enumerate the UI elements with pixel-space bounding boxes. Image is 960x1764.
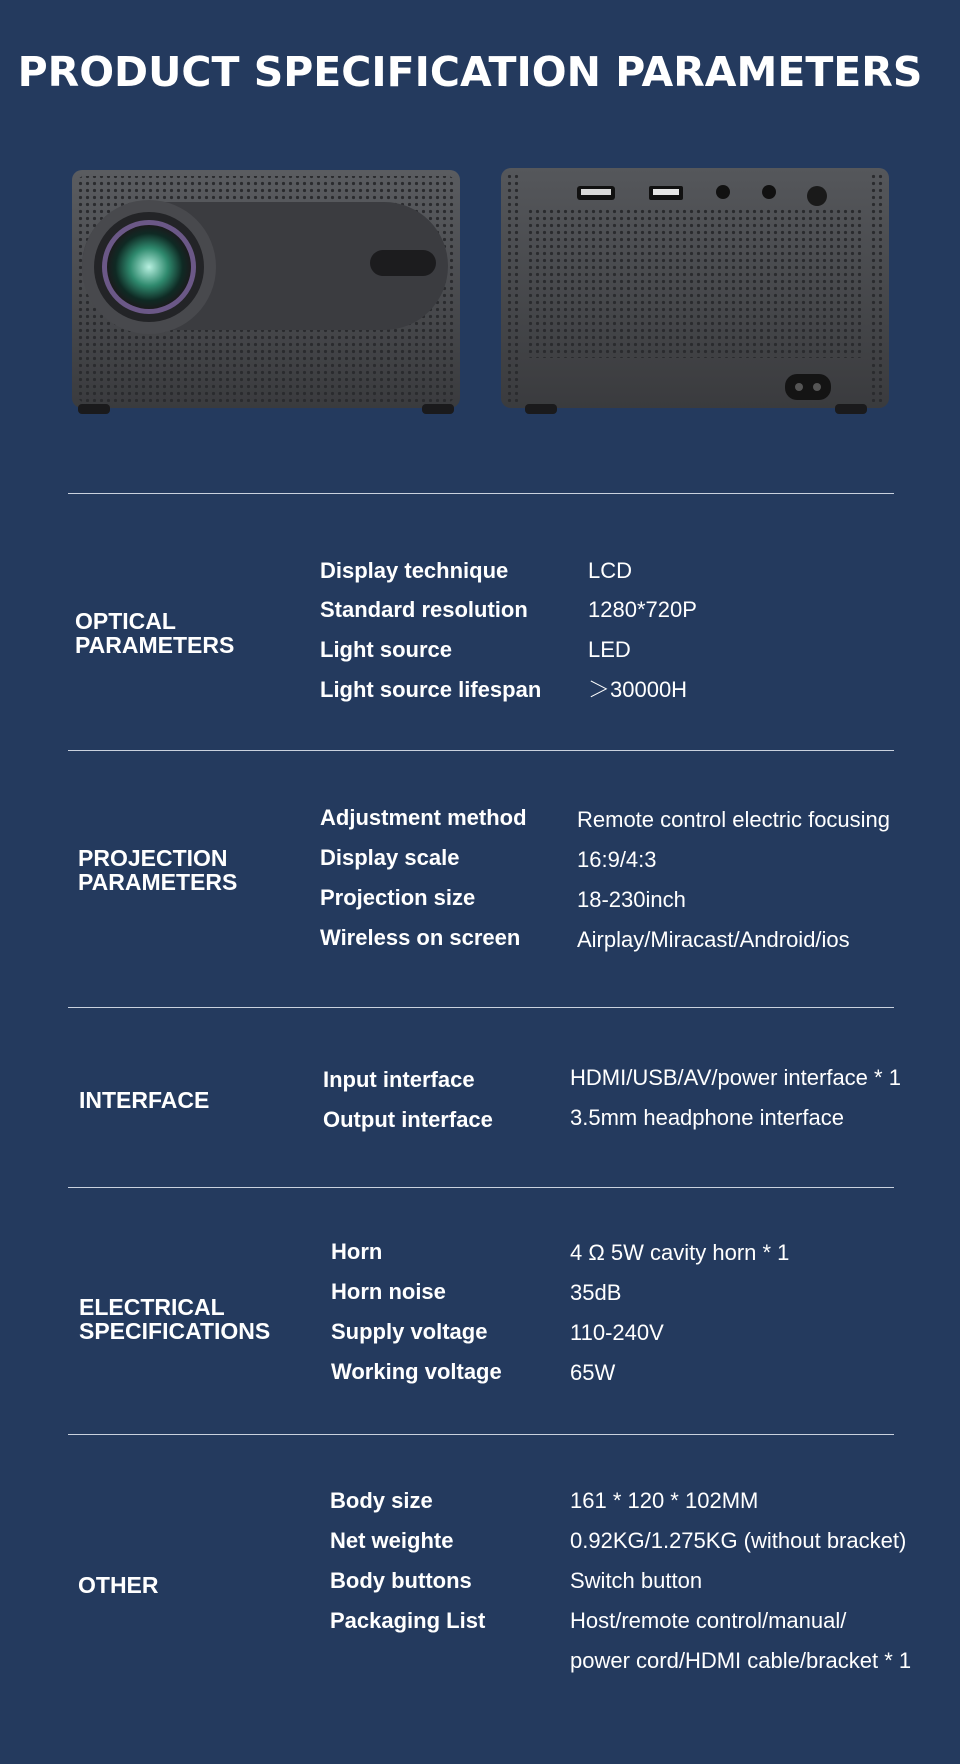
spec-value: 16:9/4:3	[577, 847, 657, 872]
spec-label: Adjustment method	[320, 805, 527, 830]
spec-value: 3.5mm headphone interface	[570, 1105, 844, 1130]
spec-label: Working voltage	[331, 1359, 502, 1384]
spec-label: Net weighte	[330, 1528, 454, 1553]
section-title-electrical: ELECTRICAL SPECIFICATIONS	[79, 1294, 271, 1344]
spec-value: 4 Ω 5W cavity horn * 1	[570, 1240, 790, 1265]
section-title-interface: INTERFACE	[79, 1087, 210, 1113]
divider	[68, 750, 894, 751]
spec-value: ＞30000H	[588, 677, 688, 702]
section-title-optical: OPTICAL PARAMETERS	[75, 608, 235, 658]
spec-value: 0.92KG/1.275KG (without bracket)	[570, 1528, 907, 1553]
spec-value: Host/remote control/manual/	[570, 1608, 847, 1633]
spec-value: LED	[588, 637, 631, 662]
spec-value: 35dB	[570, 1280, 622, 1305]
spec-label: Horn noise	[331, 1279, 446, 1304]
spec-label: Display scale	[320, 845, 460, 870]
spec-label: Output interface	[323, 1107, 493, 1132]
section-title-projection: PROJECTION PARAMETERS	[78, 845, 238, 895]
spec-label: Projection size	[320, 885, 476, 910]
spec-label: Body size	[330, 1488, 433, 1513]
spec-label: Display technique	[320, 558, 509, 583]
spec-value: 65W	[570, 1360, 616, 1385]
spec-value: Switch button	[570, 1568, 703, 1593]
spec-value: 1280*720P	[588, 597, 697, 622]
divider	[68, 1434, 894, 1435]
spec-label: Body buttons	[330, 1568, 472, 1593]
spec-label: Light source lifespan	[320, 677, 542, 702]
divider	[68, 1007, 894, 1008]
divider	[68, 493, 894, 494]
spec-label: Light source	[320, 637, 453, 662]
spec-label: Input interface	[323, 1067, 475, 1092]
spec-label: Wireless on screen	[320, 925, 521, 950]
page-title: PRODUCT SPECIFICATION PARAMETERS	[17, 48, 923, 96]
spec-label: Standard resolution	[320, 597, 528, 622]
projector-back-image	[499, 166, 891, 416]
spec-label: Supply voltage	[331, 1319, 488, 1344]
spec-value: 18-230inch	[577, 887, 686, 912]
spec-value: power cord/HDMI cable/bracket * 1	[570, 1648, 912, 1673]
spec-value: 110-240V	[570, 1320, 664, 1345]
spec-label: Horn	[331, 1239, 383, 1264]
spec-label: Packaging List	[330, 1608, 486, 1633]
spec-value: Airplay/Miracast/Android/ios	[577, 927, 850, 952]
product-images	[68, 166, 892, 422]
spec-value: LCD	[588, 558, 633, 583]
divider	[68, 1187, 894, 1188]
spec-value: 161 * 120 * 102MM	[570, 1488, 759, 1513]
spec-value: HDMI/USB/AV/power interface * 1	[570, 1065, 901, 1090]
projector-front-image	[70, 166, 462, 416]
spec-value: Remote control electric focusing	[577, 807, 891, 832]
section-title-other: OTHER	[78, 1572, 159, 1598]
